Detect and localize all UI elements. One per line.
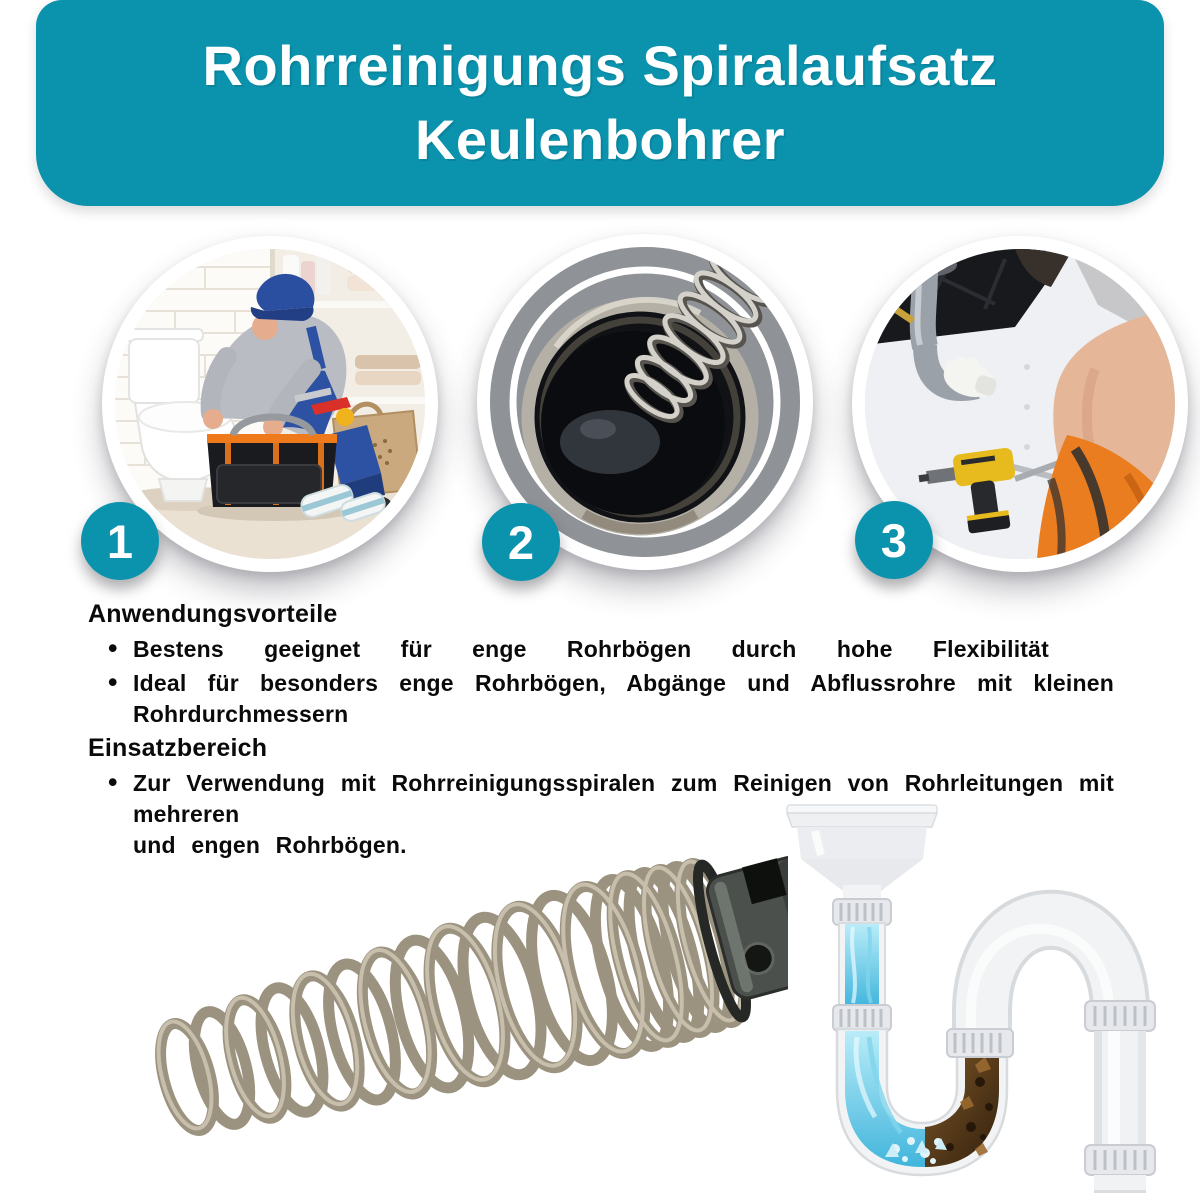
sink-trap-clog-illustration xyxy=(775,797,1195,1199)
bullet-item xyxy=(88,668,1114,730)
step2-number-badge xyxy=(482,503,560,581)
bullet-item xyxy=(88,634,1114,665)
plumber-repairing-toilet-photo xyxy=(115,249,425,559)
step1-number: 1 xyxy=(106,514,134,568)
bullet-line: und engen Rohrbögen. xyxy=(133,832,407,858)
page-title-line2: Keulenbohrer xyxy=(414,108,786,171)
header-banner xyxy=(36,0,1164,206)
bullet-line: • Bestens geeignet für enge Rohrbögen durch hohe Flexibilität xyxy=(133,636,1049,662)
spiral-drill-attachment-image xyxy=(82,842,788,1172)
p-trap-cutaway-image xyxy=(775,797,1195,1199)
section-heading: Anwendungsvorteile xyxy=(88,600,338,628)
bullet-line: • Ideal für besonders enge Rohrbögen, Abgänge und Abflussrohre mit kleinen xyxy=(133,670,1114,696)
plumber-toilet-scene xyxy=(115,249,425,559)
section-heading: Einsatzbereich xyxy=(88,734,268,762)
bullet-list xyxy=(88,634,1114,730)
page-title-line1: Rohrreinigungs Spiralaufsatz xyxy=(202,34,998,97)
step1-number-badge xyxy=(81,502,159,580)
step3-number-badge xyxy=(855,501,933,579)
bullet-line: Rohrdurchmessern xyxy=(133,701,349,727)
step2-number: 2 xyxy=(507,515,535,569)
keulenbohrer-spiral-product-photo xyxy=(82,842,788,1172)
bullet-line: • Zur Verwendung mit Rohrreinigungsspiralen zum Reinigen von Rohrleitungen mit mehreren xyxy=(133,770,1114,827)
section-anwendungsvorteile xyxy=(88,597,1114,730)
step3-number: 3 xyxy=(880,513,908,567)
